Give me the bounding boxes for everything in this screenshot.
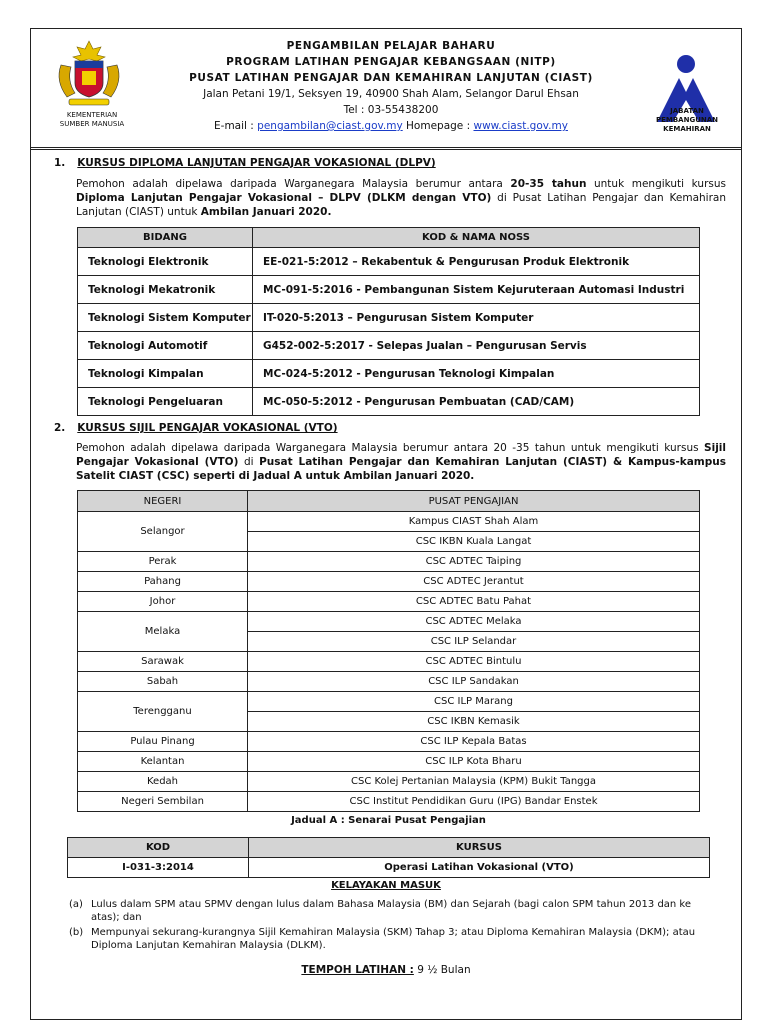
column-header: BIDANG [78, 228, 253, 248]
centre-table [77, 490, 700, 812]
state-cell: Sabah [78, 672, 248, 692]
list-item: (a) Lulus dalam SPM atau SPMV dengan lulus dalam Bahasa Malaysia (BM) dan Sejarah (bagi calon SPM tahun 2013 dan ke atas); dan [69, 899, 692, 923]
section-1-title: 1. KURSUS DIPLOMA LANJUTAN PENGAJAR VOKASIONAL (DLPV) [54, 157, 436, 169]
centre-cell: CSC Institut Pendidikan Guru (IPG) Bandar Enstek [248, 792, 700, 812]
table-row [78, 276, 700, 304]
centre-cell: CSC ADTEC Batu Pahat [248, 592, 700, 612]
table-row [78, 552, 700, 572]
centre-cell: CSC IKBN Kuala Langat [248, 532, 700, 552]
noss-table [77, 227, 700, 416]
table-row [78, 388, 700, 416]
header-line-3: PUSAT LATIHAN PENGAJAR DAN KEMAHIRAN LANJUTAN (CIAST) [189, 72, 593, 84]
table-row [78, 572, 700, 592]
state-cell: Kedah [78, 772, 248, 792]
course-name: Operasi Latihan Vokasional (VTO) [249, 858, 710, 878]
table-row [78, 752, 700, 772]
centre-cell: CSC ILP Kota Bharu [248, 752, 700, 772]
field-cell: Teknologi Pengeluaran [78, 388, 253, 416]
state-cell: Negeri Sembilan [78, 792, 248, 812]
field-cell: Teknologi Elektronik [78, 248, 253, 276]
table-row [78, 692, 700, 712]
list-item: (b) Mempunyai sekurang-kurangnya Sijil Kemahiran Malaysia (SKM) Tahap 3; atau Diploma Kemahiran Malaysia (DKM); atau Diploma Lanjutan Kemahiran Malaysia (DLKM). [69, 927, 696, 951]
noss-cell: MC-050-5:2012 - Pengurusan Pembuatan (CAD/CAM) [253, 388, 700, 416]
section-2-paragraph: Pemohon adalah dipelawa daripada Warganegara Malaysia berumur antara 20 -35 tahun untuk mengikuti kursus Sijil Pengajar Vokasional (VTO) di Pusat Latihan Pengajar dan Kemahiran Lanjutan (CIAST) & Kampus-kampus Satelit CIAST (CSC) seperti di Jadual A untuk Ambilan Januari 2020. [76, 442, 726, 482]
table-row [78, 332, 700, 360]
centre-cell: CSC ILP Selandar [248, 632, 700, 652]
centre-cell: CSC ILP Marang [248, 692, 700, 712]
table-row [78, 248, 700, 276]
training-duration: TEMPOH LATIHAN : 9 ½ Bulan [301, 964, 471, 976]
state-cell: Perak [78, 552, 248, 572]
table-row [78, 360, 700, 388]
eligibility-title: KELAYAKAN MASUK [331, 880, 441, 891]
table-row [78, 672, 700, 692]
table-row [78, 732, 700, 752]
section-2-title: 2. KURSUS SIJIL PENGAJAR VOKASIONAL (VTO) [54, 422, 338, 434]
section-1-paragraph: Pemohon adalah dipelawa daripada Warganegara Malaysia berumur antara 20-35 tahun untuk mengikuti kursus Diploma Lanjutan Pengajar Vokasional – DLPV (DLKM dengan VTO) di Pusat Latihan Pengajar dan Kemahiran Lanjutan (CIAST) untuk Ambilan Januari 2020. [76, 178, 726, 218]
centre-cell: CSC IKBN Kemasik [248, 712, 700, 732]
centre-cell: Kampus CIAST Shah Alam [248, 512, 700, 532]
column-header: NEGERI [78, 491, 248, 512]
telephone: Tel : 03-55438200 [343, 104, 439, 116]
header-line-2: PROGRAM LATIHAN PENGAJAR KEBANGSAAN (NITP) [226, 56, 556, 68]
course-code: I-031-3:2014 [68, 858, 249, 878]
state-cell: Sarawak [78, 652, 248, 672]
email-link[interactable]: pengambilan@ciast.gov.my [257, 120, 403, 132]
centre-cell: CSC Kolej Pertanian Malaysia (KPM) Bukit Tangga [248, 772, 700, 792]
field-cell: Teknologi Mekatronik [78, 276, 253, 304]
centre-cell: CSC ILP Kepala Batas [248, 732, 700, 752]
state-cell: Johor [78, 592, 248, 612]
table-row [68, 858, 710, 878]
table-row [78, 592, 700, 612]
noss-cell: G452-002-5:2017 - Selepas Jualan – Pengurusan Servis [253, 332, 700, 360]
centre-cell: CSC ILP Sandakan [248, 672, 700, 692]
table-row [78, 612, 700, 632]
homepage-link[interactable]: www.ciast.gov.my [473, 120, 568, 132]
noss-cell: EE-021-5:2012 – Rekabentuk & Pengurusan Produk Elektronik [253, 248, 700, 276]
table-row [78, 304, 700, 332]
table-row [78, 652, 700, 672]
table-caption: Jadual A : Senarai Pusat Pengajian [291, 815, 486, 826]
column-header: KURSUS [249, 838, 710, 858]
table-row [78, 792, 700, 812]
malaysia-crest-icon [49, 39, 129, 109]
document-page [30, 28, 742, 1020]
address: Jalan Petani 19/1, Seksyen 19, 40900 Shah Alam, Selangor Darul Ehsan [203, 88, 579, 100]
noss-cell: IT-020-5:2013 – Pengurusan Sistem Komputer [253, 304, 700, 332]
table-row [78, 772, 700, 792]
centre-cell: CSC ADTEC Jerantut [248, 572, 700, 592]
contact-line: E-mail : pengambilan@ciast.gov.my Homepage : www.ciast.gov.my [214, 120, 568, 132]
field-cell: Teknologi Kimpalan [78, 360, 253, 388]
header-line-1: PENGAMBILAN PELAJAR BAHARU [286, 40, 496, 52]
department-name: JABATAN PEMBANGUNAN KEMAHIRAN [655, 107, 719, 133]
eligibility-list [69, 898, 701, 954]
centre-cell: CSC ADTEC Melaka [248, 612, 700, 632]
noss-cell: MC-024-5:2012 - Pengurusan Teknologi Kimpalan [253, 360, 700, 388]
column-header: KOD [68, 838, 249, 858]
ministry-name: KEMENTERIAN SUMBER MANUSIA [59, 111, 125, 128]
letterhead [31, 29, 741, 150]
state-cell: Pulau Pinang [78, 732, 248, 752]
column-header: PUSAT PENGAJIAN [248, 491, 700, 512]
state-cell: Selangor [78, 512, 248, 552]
column-header: KOD & NAMA NOSS [253, 228, 700, 248]
state-cell: Kelantan [78, 752, 248, 772]
course-table [67, 837, 710, 878]
centre-cell: CSC ADTEC Taiping [248, 552, 700, 572]
field-cell: Teknologi Automotif [78, 332, 253, 360]
table-row [78, 512, 700, 532]
field-cell: Teknologi Sistem Komputer [78, 304, 253, 332]
centre-cell: CSC ADTEC Bintulu [248, 652, 700, 672]
header-text [161, 38, 621, 134]
state-cell: Pahang [78, 572, 248, 592]
state-cell: Terengganu [78, 692, 248, 732]
state-cell: Melaka [78, 612, 248, 652]
noss-cell: MC-091-5:2016 - Pembangunan Sistem Kejuruteraan Automasi Industri [253, 276, 700, 304]
